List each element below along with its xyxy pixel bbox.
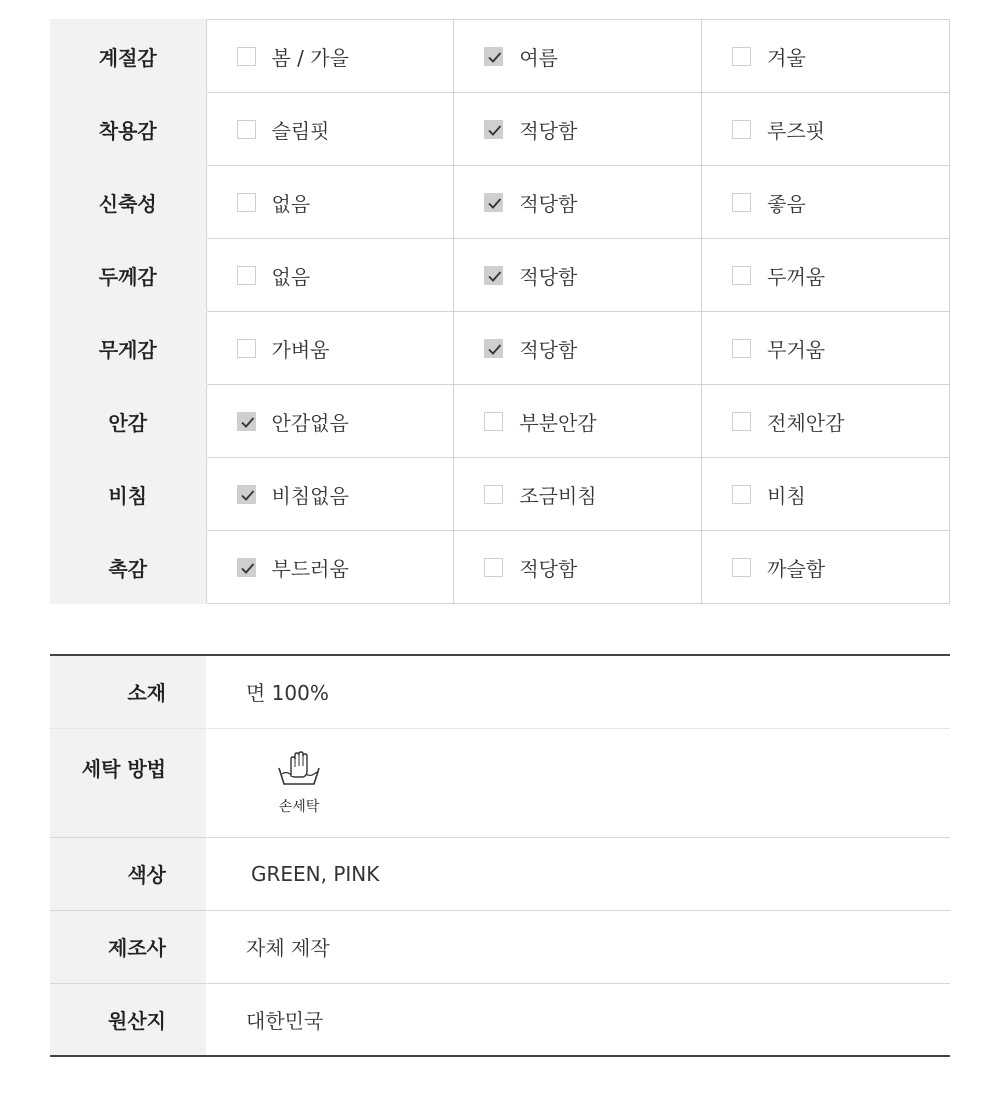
feature-label: 신축성 xyxy=(50,166,206,239)
unchecked-checkbox xyxy=(237,266,256,285)
washing-caption: 손세탁 xyxy=(278,798,320,815)
feature-option xyxy=(454,166,702,239)
feature-option xyxy=(206,93,454,166)
info-row-color xyxy=(50,837,950,910)
unchecked-checkbox xyxy=(237,339,256,358)
feature-option xyxy=(454,458,702,531)
unchecked-checkbox xyxy=(732,47,751,66)
feature-option xyxy=(454,312,702,385)
feature-label: 안감 xyxy=(50,385,206,458)
feature-option-label: 조금비침 xyxy=(519,483,597,508)
feature-label: 촉감 xyxy=(50,531,206,604)
unchecked-checkbox xyxy=(732,339,751,358)
feature-option-label: 겨울 xyxy=(767,45,806,70)
feature-row xyxy=(50,385,950,458)
feature-option-label: 두꺼움 xyxy=(767,264,826,289)
feature-option xyxy=(702,239,950,312)
checked-checkbox xyxy=(484,193,503,212)
feature-row xyxy=(50,166,950,239)
feature-option-label: 적당함 xyxy=(519,264,578,289)
feature-option xyxy=(206,239,454,312)
material-label: 소재 xyxy=(50,655,206,728)
unchecked-checkbox xyxy=(237,120,256,139)
feature-label: 비침 xyxy=(50,458,206,531)
feature-row xyxy=(50,239,950,312)
info-row-material xyxy=(50,655,950,728)
feature-option xyxy=(206,312,454,385)
feature-label: 무게감 xyxy=(50,312,206,385)
feature-option-label: 무거움 xyxy=(767,337,826,362)
unchecked-checkbox xyxy=(237,193,256,212)
unchecked-checkbox xyxy=(484,412,503,431)
info-row-origin xyxy=(50,983,950,1056)
unchecked-checkbox xyxy=(732,412,751,431)
feature-table-body xyxy=(50,20,950,604)
feature-label: 두께감 xyxy=(50,239,206,312)
checked-checkbox xyxy=(237,485,256,504)
feature-row xyxy=(50,531,950,604)
feature-option-label: 적당함 xyxy=(519,191,578,216)
feature-label: 계절감 xyxy=(50,20,206,93)
color-value xyxy=(206,837,950,910)
unchecked-checkbox xyxy=(732,120,751,139)
checked-checkbox xyxy=(237,558,256,577)
feature-option-label: 좋음 xyxy=(767,191,806,216)
feature-option xyxy=(206,166,454,239)
origin-label: 원산지 xyxy=(50,983,206,1056)
feature-option xyxy=(206,458,454,531)
feature-option xyxy=(454,385,702,458)
feature-label: 착용감 xyxy=(50,93,206,166)
hand-wash-symbol xyxy=(254,749,344,816)
feature-option xyxy=(702,531,950,604)
feature-table xyxy=(50,19,950,604)
washing-value xyxy=(206,728,950,837)
feature-option xyxy=(454,531,702,604)
feature-option xyxy=(702,385,950,458)
unchecked-checkbox xyxy=(732,485,751,504)
unchecked-checkbox xyxy=(732,266,751,285)
feature-option xyxy=(702,93,950,166)
feature-option xyxy=(454,239,702,312)
unchecked-checkbox xyxy=(484,485,503,504)
unchecked-checkbox xyxy=(237,47,256,66)
feature-option-label: 전체안감 xyxy=(767,410,845,435)
feature-row xyxy=(50,93,950,166)
feature-row xyxy=(50,458,950,531)
feature-option-label: 비침없음 xyxy=(271,483,349,508)
feature-option-label: 없음 xyxy=(271,264,311,289)
feature-option-label: 비침 xyxy=(767,483,806,508)
feature-option-label: 안감없음 xyxy=(271,410,349,435)
feature-option xyxy=(702,458,950,531)
feature-option-label: 없음 xyxy=(271,191,311,216)
washing-label: 세탁 방법 xyxy=(50,728,206,837)
feature-row xyxy=(50,20,950,93)
origin-value: 대한민국 xyxy=(206,983,950,1056)
feature-option-label: 루즈핏 xyxy=(767,118,826,143)
feature-option xyxy=(702,312,950,385)
info-row-washing xyxy=(50,728,950,837)
checked-checkbox xyxy=(237,412,256,431)
feature-row xyxy=(50,312,950,385)
material-value: 면 100% xyxy=(246,681,329,706)
checked-checkbox xyxy=(484,120,503,139)
hand-wash-icon xyxy=(276,749,322,789)
checked-checkbox xyxy=(484,47,503,66)
color-value-text: GREEN, PINK xyxy=(251,861,380,886)
checked-checkbox xyxy=(484,266,503,285)
unchecked-checkbox xyxy=(484,558,503,577)
feature-option-label: 봄 / 가을 xyxy=(271,45,349,70)
feature-option-label: 적당함 xyxy=(519,556,578,581)
feature-option xyxy=(206,531,454,604)
checked-checkbox xyxy=(484,339,503,358)
product-info-table xyxy=(50,654,950,1057)
feature-option-label: 적당함 xyxy=(519,118,578,143)
feature-option-label: 슬림핏 xyxy=(271,118,330,143)
feature-option-label: 적당함 xyxy=(519,337,578,362)
color-label: 색상 xyxy=(50,837,206,910)
feature-option xyxy=(454,93,702,166)
maker-label: 제조사 xyxy=(50,910,206,983)
feature-option-label: 여름 xyxy=(519,45,558,70)
feature-option-label: 까슬함 xyxy=(767,556,826,581)
feature-option-label: 부드러움 xyxy=(271,556,349,581)
maker-value: 자체 제작 xyxy=(206,910,950,983)
feature-option xyxy=(702,166,950,239)
feature-option xyxy=(454,20,702,93)
feature-option xyxy=(702,20,950,93)
feature-option-label: 가벼움 xyxy=(271,337,330,362)
feature-option xyxy=(206,385,454,458)
feature-option-label: 부분안감 xyxy=(519,410,597,435)
unchecked-checkbox xyxy=(732,558,751,577)
unchecked-checkbox xyxy=(732,193,751,212)
feature-option xyxy=(206,20,454,93)
info-row-maker xyxy=(50,910,950,983)
